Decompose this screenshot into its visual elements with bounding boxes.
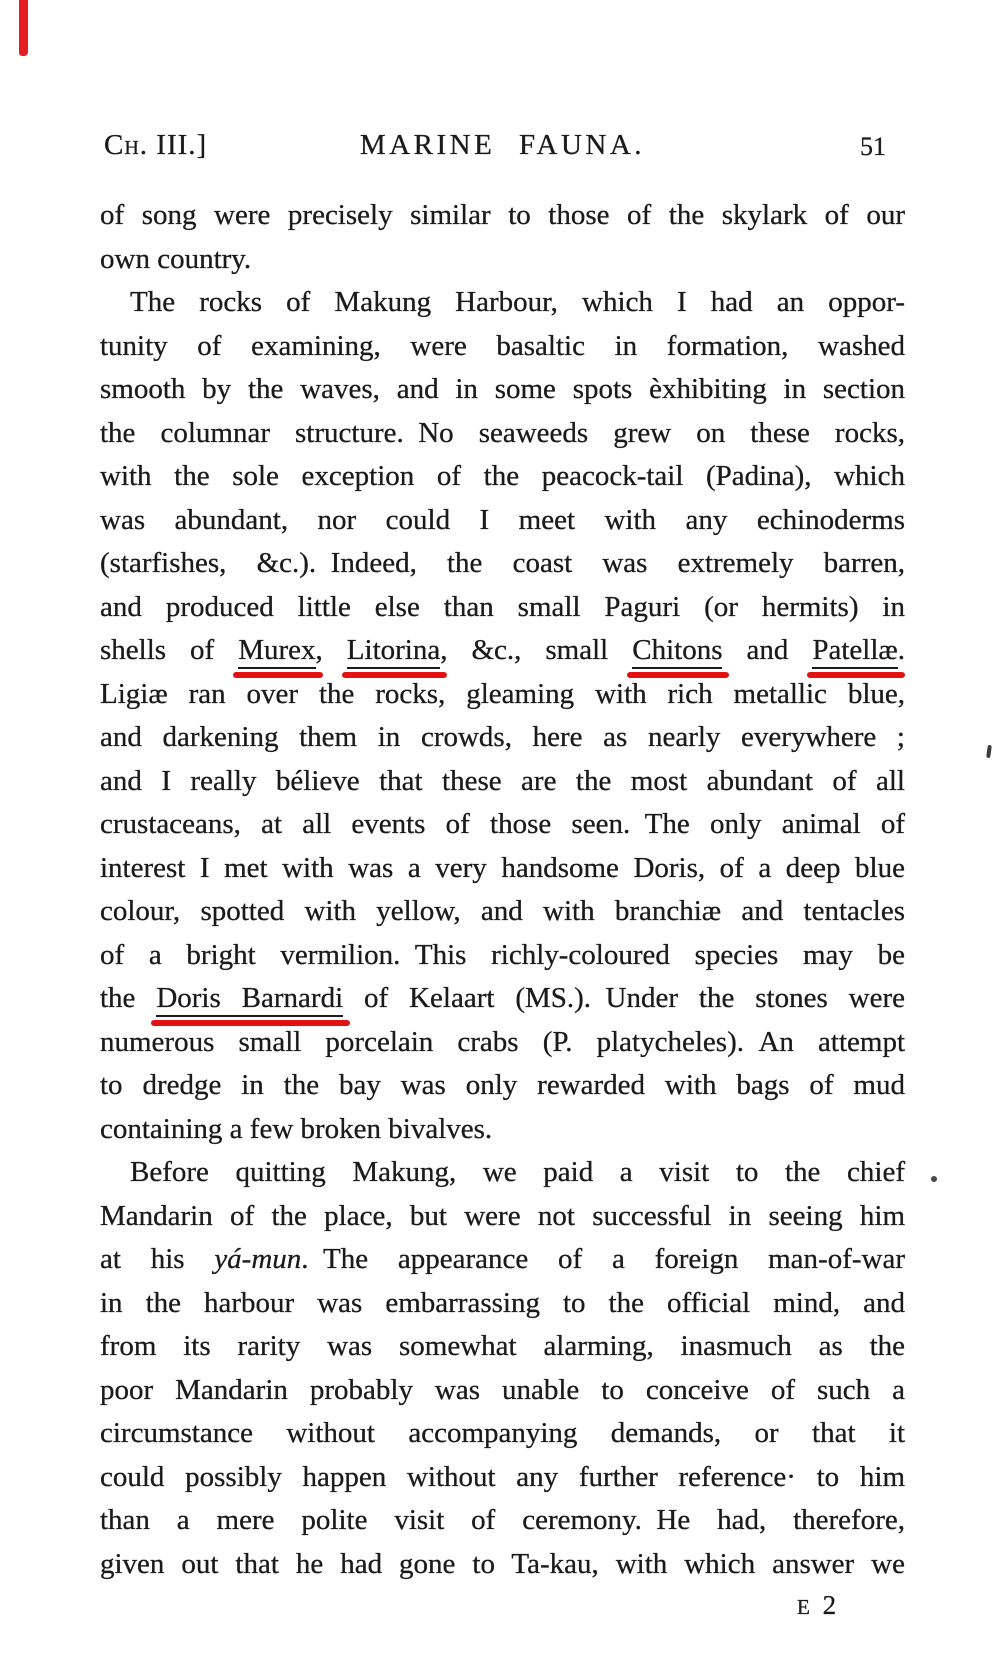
page-number: 51: [860, 132, 886, 161]
stray-ink-mark: [986, 745, 992, 758]
text-line: was abundant, nor could I meet with any echinoderms: [100, 503, 905, 536]
text-line: crustaceans, at all events of those seen. The only animal of: [100, 808, 905, 840]
chapter-heading: Ch. III.]: [104, 129, 208, 161]
paragraph: [100, 194, 905, 281]
text-line: given out that he had gone to Ta-kau, with which answer we: [100, 1547, 905, 1580]
text-line: (starfishes, &c.). Indeed, the coast was extremely barren,: [100, 547, 905, 579]
text-line: Before quitting Makung, we paid a visit to the chief: [130, 1156, 905, 1188]
text-line: poor Mandarin probably was unable to conceive of such a: [100, 1373, 905, 1406]
text-line: smooth by the waves, and in some spots èxhibiting in section: [100, 373, 905, 405]
paragraph: [100, 281, 905, 1151]
text-line: the Doris Barnardi of Kelaart (MS.). Under the stones were: [100, 977, 905, 1021]
text-line: numerous small porcelain crabs (P. platycheles). An attempt: [100, 1025, 905, 1058]
signature-letter: E: [797, 1595, 813, 1619]
page-title: MARINE FAUNA.: [359, 129, 646, 161]
stray-ink-dot: [931, 1176, 937, 1182]
page-header: [100, 129, 905, 165]
red-underlined-term: Chitons: [632, 634, 722, 669]
text-line: Ligiæ ran over the rocks, gleaming with rich metallic blue,: [100, 677, 905, 710]
paragraph: [100, 1151, 905, 1586]
red-underlined-term: Doris Barnardi: [156, 982, 343, 1017]
text-line: the columnar structure. No seaweeds grew on these rocks,: [100, 416, 905, 449]
text-line: in the harbour was embarrassing to the official mind, and: [100, 1286, 905, 1319]
text-line: and I really bélieve that these are the most abundant of all: [100, 764, 905, 797]
text-line: could possibly happen without any further reference· to him: [100, 1460, 905, 1493]
text-line: from its rarity was somewhat alarming, inasmuch as the: [100, 1330, 905, 1362]
text-line: to dredge in the bay was only rewarded with bags of mud: [100, 1069, 905, 1101]
text-line: circumstance without accompanying demands, or that it: [100, 1417, 905, 1449]
text-line: own country.: [100, 242, 252, 275]
text-line: interest I met with was a very handsome Doris, of a deep blue: [100, 851, 905, 884]
italic-term: yá-mun: [214, 1243, 302, 1275]
signature-mark: E 2: [797, 1590, 840, 1620]
text-line: shells of Murex, Litorina, &c., small Chitons and Patellæ.: [100, 629, 905, 673]
text-line: of a bright vermilion. This richly-coloured species may be: [100, 938, 905, 971]
text-line: than a mere polite visit of ceremony. He had, therefore,: [100, 1504, 905, 1536]
text-line: of song were precisely similar to those of the skylark of our: [100, 199, 905, 231]
red-underlined-term: Patellæ: [812, 634, 897, 669]
text-line: and produced little else than small Paguri (or hermits) in: [100, 590, 905, 623]
text-block: [100, 194, 905, 1586]
red-underlined-term: Murex: [238, 634, 315, 669]
text-line: and darkening them in crowds, here as nearly everywhere ;: [100, 721, 905, 753]
text-line: containing a few broken bivalves.: [100, 1112, 493, 1145]
text-line: The rocks of Makung Harbour, which I had an oppor-: [130, 286, 905, 318]
text-line: at his yá-mun. The appearance of a foreign man-of-war: [100, 1243, 905, 1275]
red-pen-edge-mark: [19, 0, 28, 56]
text-line: Mandarin of the place, but were not successful in seeing him: [100, 1199, 905, 1232]
red-underlined-term: Litorina: [347, 634, 440, 669]
text-line: colour, spotted with yellow, and with branchiæ and tentacles: [100, 895, 905, 927]
text-line: tunity of examining, were basaltic in formation, washed: [100, 329, 905, 362]
text-line: with the sole exception of the peacock-tail (Padina), which: [100, 460, 905, 492]
